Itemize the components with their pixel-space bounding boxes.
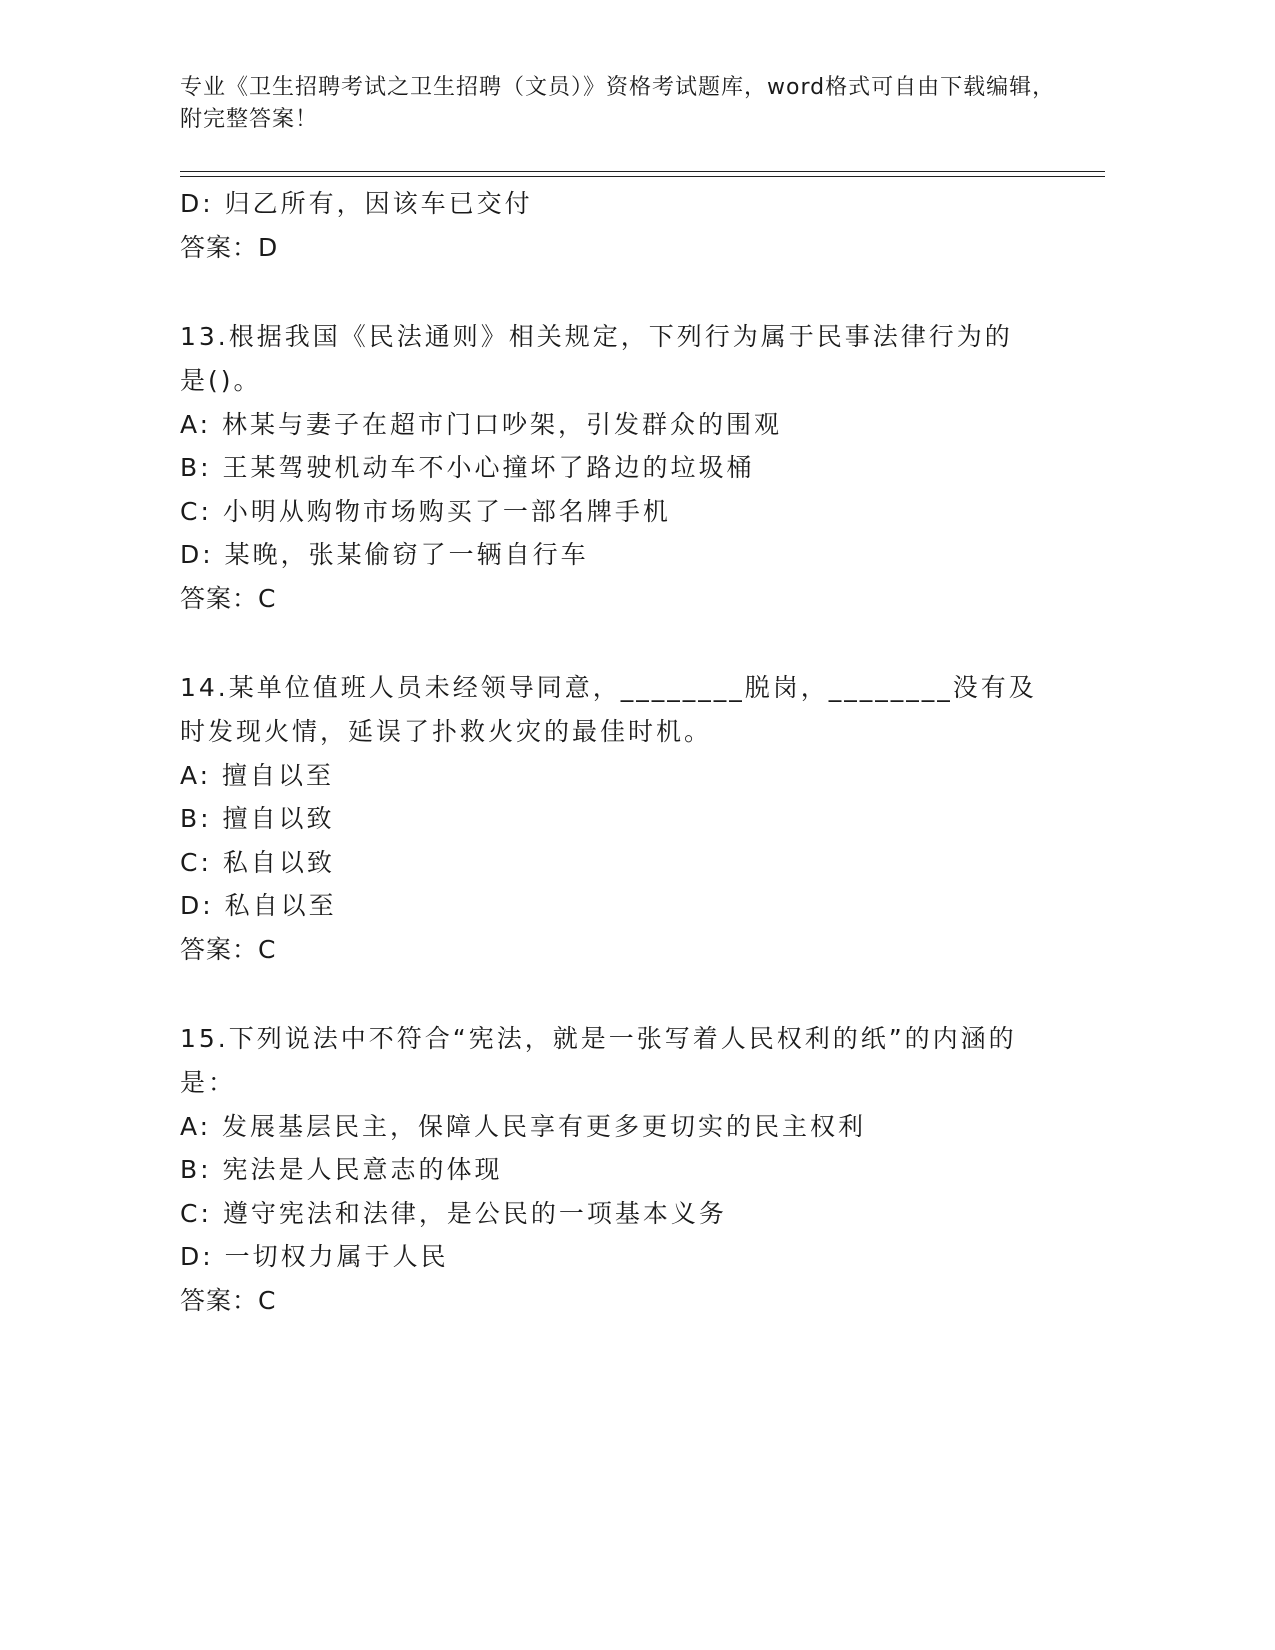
answer-line: 答案：D — [180, 232, 279, 262]
question-stem: 15.下列说法中不符合“宪法，就是一张写着人民权利的纸”的内涵的是： — [180, 1023, 1017, 1097]
header-divider-top — [180, 171, 1105, 172]
option-d: D: 某晚，张某偷窃了一辆自行车 — [180, 540, 589, 569]
question-list — [180, 182, 1060, 1323]
option-b: B: 擅自以致 — [180, 804, 335, 833]
option-b: B: 宪法是人民意志的体现 — [180, 1155, 503, 1184]
option-d: D: 一切权力属于人民 — [180, 1242, 449, 1271]
option-c: C: 遵守宪法和法律，是公民的一项基本义务 — [180, 1198, 727, 1228]
option-d: D: 归乙所有，因该车已交付 — [180, 189, 533, 218]
answer-line: 答案：C — [180, 934, 277, 964]
question-13 — [180, 315, 1060, 621]
question-stem: 14.某单位值班人员未经领导同意，________脱岗，________没有及时发现火情，延误了扑救火灾的最佳时机。 — [180, 672, 1037, 746]
question-stem: 13.根据我国《民法通则》相关规定，下列行为属于民事法律行为的是()。 — [180, 321, 1013, 395]
option-b: B: 王某驾驶机动车不小心撞坏了路边的垃圾桶 — [180, 453, 755, 482]
option-a: A: 林某与妻子在超市门口吵架，引发群众的围观 — [180, 409, 783, 439]
answer-line: 答案：C — [180, 583, 277, 613]
question-15 — [180, 1017, 1060, 1323]
option-a: A: 发展基层民主，保障人民享有更多更切实的民主权利 — [180, 1111, 867, 1141]
answer-line: 答案：C — [180, 1285, 277, 1315]
option-c: C: 小明从购物市场购买了一部名牌手机 — [180, 496, 671, 526]
header-divider-bottom — [180, 176, 1105, 177]
previous-question-tail — [180, 182, 1060, 270]
option-c: C: 私自以致 — [180, 847, 335, 877]
option-d: D: 私自以至 — [180, 891, 337, 920]
document-header: 专业《卫生招聘考试之卫生招聘（文员）》资格考试题库，word格式可自由下载编辑，附完整答案！ — [180, 75, 1056, 132]
question-14 — [180, 666, 1060, 972]
option-a: A: 擅自以至 — [180, 760, 335, 790]
